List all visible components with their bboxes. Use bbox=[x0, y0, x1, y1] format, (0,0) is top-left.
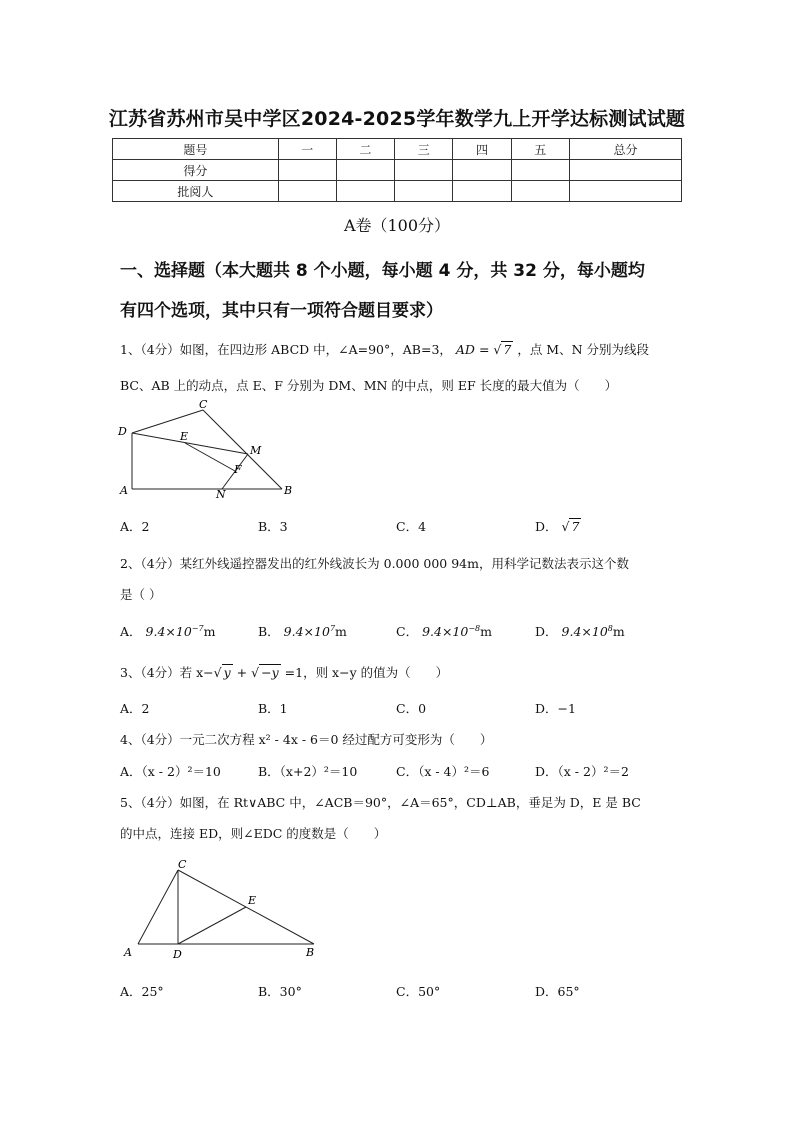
question-3-option-a[interactable]: A．2 bbox=[120, 701, 150, 716]
question-2-option-c[interactable] bbox=[396, 622, 492, 640]
score-cell bbox=[278, 160, 336, 181]
question-5-line2: 的中点，连接 ED，则∠EDC 的度数是（ ） bbox=[120, 826, 387, 841]
question-5-option-b[interactable]: B．30° bbox=[258, 984, 302, 999]
option-base: 9.4×10 bbox=[283, 624, 330, 639]
point-label-b: B bbox=[306, 946, 315, 959]
question-1-eq: = bbox=[478, 342, 490, 357]
question-3-option-d[interactable]: D．−1 bbox=[535, 701, 576, 716]
segment-de bbox=[178, 907, 246, 944]
question-1-option-a[interactable]: A．2 bbox=[120, 519, 150, 534]
question-3-radicand-2: −y bbox=[261, 665, 279, 680]
section-heading-line1: 一、选择题（本大题共 8 个小题，每小题 4 分，共 32 分，每小题均 bbox=[120, 261, 645, 281]
sqrt-icon: √ 7 bbox=[493, 342, 512, 357]
question-2-option-d[interactable] bbox=[535, 622, 625, 640]
score-cell bbox=[453, 160, 511, 181]
option-exponent: −7 bbox=[191, 623, 204, 633]
question-1-option-d[interactable] bbox=[535, 517, 581, 535]
question-3-eq: =1 bbox=[284, 665, 304, 680]
question-1-suffix: ，点 M、N 分别为线段 bbox=[517, 342, 649, 357]
question-1-radicand: 7 bbox=[503, 342, 512, 357]
question-1-figure bbox=[112, 398, 302, 500]
point-label-n: N bbox=[216, 488, 226, 500]
question-1-prefix: 1、（4分）如图，在四边形 ABCD 中，∠A=90°，AB=3， bbox=[120, 342, 452, 357]
question-1-option-b[interactable]: B．3 bbox=[258, 519, 288, 534]
question-3-line bbox=[120, 663, 680, 681]
page-title: 江苏省苏州市吴中学区2024-2025学年数学九上开学达标测试试题 bbox=[108, 108, 686, 130]
question-2-option-a[interactable] bbox=[120, 622, 215, 640]
score-header-cell: 二 bbox=[336, 139, 394, 160]
option-exponent: −8 bbox=[468, 623, 481, 633]
score-row-label: 批阅人 bbox=[113, 181, 279, 202]
question-2-option-b[interactable] bbox=[258, 622, 347, 640]
score-header-cell: 一 bbox=[278, 139, 336, 160]
score-header-cell: 总分 bbox=[569, 139, 681, 160]
paper-label: A卷（100分） bbox=[343, 216, 451, 235]
question-3-suffix: ，则 x−y 的值为（ ） bbox=[303, 665, 449, 680]
question-5-option-d[interactable]: D．65° bbox=[535, 984, 580, 999]
option-base: 9.4×10 bbox=[145, 624, 192, 639]
question-3-plus: + bbox=[236, 665, 248, 680]
question-2-line1: 2、（4分）某红外线遥控器发出的红外线波长为 0.000 000 94m，用科学记数法表示这个数 bbox=[120, 556, 629, 571]
sqrt-icon: √ y bbox=[213, 665, 231, 680]
point-label-e: E bbox=[248, 894, 257, 907]
segment-ac bbox=[138, 870, 178, 944]
score-cell bbox=[395, 160, 453, 181]
score-row-label: 得分 bbox=[113, 160, 279, 181]
question-3-option-c[interactable]: C．0 bbox=[396, 701, 427, 716]
score-cell bbox=[336, 181, 394, 202]
question-5-figure bbox=[118, 852, 324, 964]
option-unit: m bbox=[480, 624, 492, 639]
point-label-m: M bbox=[250, 444, 262, 457]
point-label-a: A bbox=[124, 946, 132, 959]
question-4-option-b[interactable]: B．（x+2）²＝10 bbox=[258, 764, 358, 779]
question-1-line1 bbox=[120, 340, 680, 358]
option-unit: m bbox=[335, 624, 347, 639]
question-3-radicand-1: y bbox=[223, 665, 231, 680]
score-cell bbox=[511, 160, 569, 181]
score-cell bbox=[511, 181, 569, 202]
score-table-row bbox=[113, 160, 682, 181]
point-label-c: C bbox=[178, 858, 187, 871]
score-table bbox=[112, 138, 682, 202]
question-5-option-c[interactable]: C．50° bbox=[396, 984, 441, 999]
point-label-d: D bbox=[118, 425, 127, 438]
question-4-option-a[interactable]: A．（x - 2）²＝10 bbox=[120, 764, 221, 779]
question-3-prefix: 3、（4分）若 x− bbox=[120, 665, 214, 680]
sqrt-icon: √ 7 bbox=[561, 519, 580, 534]
option-unit: m bbox=[203, 624, 216, 639]
score-cell bbox=[569, 181, 681, 202]
score-cell bbox=[395, 181, 453, 202]
option-base: 9.4×10 bbox=[422, 624, 469, 639]
section-heading-line2: 有四个选项，其中只有一项符合题目要求） bbox=[120, 301, 443, 321]
segment-cb bbox=[203, 410, 282, 489]
question-4-option-d[interactable]: D．（x - 2）²＝2 bbox=[535, 764, 629, 779]
question-1-option-d-letter: D． bbox=[535, 519, 558, 534]
question-2-line2: 是（ ） bbox=[120, 587, 162, 602]
score-cell bbox=[336, 160, 394, 181]
segment-dc bbox=[132, 410, 203, 433]
option-exponent: 7 bbox=[329, 623, 336, 633]
score-table-header-row bbox=[113, 139, 682, 160]
point-label-a: A bbox=[120, 484, 128, 497]
option-letter: C． bbox=[396, 624, 419, 639]
score-header-cell: 五 bbox=[511, 139, 569, 160]
option-letter: A． bbox=[120, 624, 142, 639]
option-exponent: 8 bbox=[607, 623, 613, 633]
point-label-e: E bbox=[180, 430, 189, 443]
sqrt-icon: √ −y bbox=[251, 665, 279, 680]
option-letter: D． bbox=[535, 624, 558, 639]
score-cell bbox=[453, 181, 511, 202]
score-header-cell: 题号 bbox=[113, 139, 279, 160]
segment-dm bbox=[132, 433, 248, 454]
point-label-b: B bbox=[284, 484, 293, 497]
question-1-option-c[interactable]: C．4 bbox=[396, 519, 427, 534]
score-header-cell: 三 bbox=[395, 139, 453, 160]
question-5-option-a[interactable]: A．25° bbox=[120, 984, 164, 999]
point-label-d: D bbox=[173, 948, 182, 961]
question-5-line1: 5、（4分）如图，在 Rt∨ABC 中，∠ACB＝90°，∠A＝65°，CD⊥AB，垂足为 D，E 是 BC bbox=[120, 795, 641, 810]
question-1-line2: BC、AB 上的动点，点 E、F 分别为 DM、MN 的中点，则 EF 长度的最大值为（ ） bbox=[120, 378, 618, 393]
score-header-cell: 四 bbox=[453, 139, 511, 160]
option-unit: m bbox=[612, 624, 625, 639]
question-1-option-d-radicand: 7 bbox=[571, 519, 580, 534]
question-4-option-c[interactable]: C．（x - 4）²＝6 bbox=[396, 764, 490, 779]
option-letter: B． bbox=[258, 624, 280, 639]
point-label-f: F bbox=[234, 463, 242, 476]
score-cell bbox=[569, 160, 681, 181]
score-table-row bbox=[113, 181, 682, 202]
question-4-line: 4、（4分）一元二次方程 x² - 4x - 6＝0 经过配方可变形为（ ） bbox=[120, 732, 493, 747]
score-cell bbox=[278, 181, 336, 202]
option-base: 9.4×10 bbox=[561, 624, 608, 639]
point-label-c: C bbox=[199, 398, 208, 411]
question-1-ad: AD bbox=[455, 342, 475, 357]
question-3-option-b[interactable]: B．1 bbox=[258, 701, 288, 716]
